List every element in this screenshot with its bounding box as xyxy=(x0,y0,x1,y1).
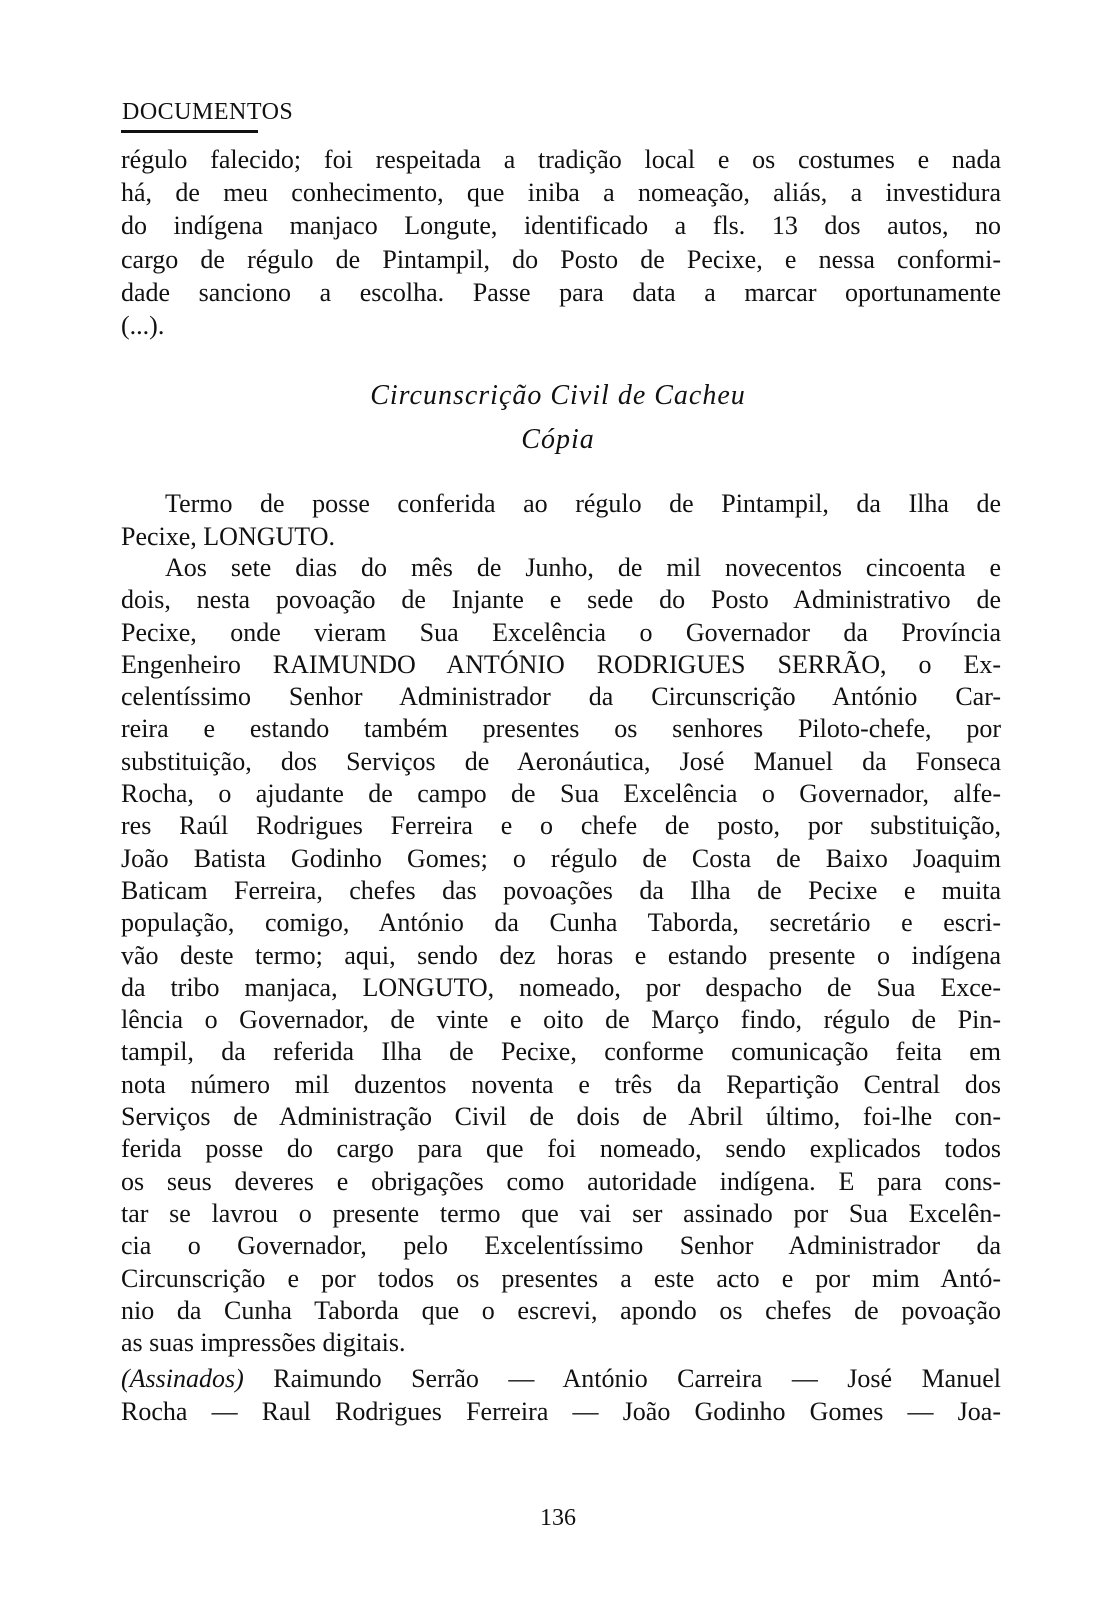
text-line: nota número mil duzentos noventa e três da Repartição Central dos xyxy=(121,1069,1001,1099)
text-line: celentíssimo Senhor Administrador da Circunscrição António Car- xyxy=(121,682,1001,712)
main-paragraph xyxy=(121,552,1001,1359)
text-line: régulo falecido; foi respeitada a tradição local e os costumes e nada xyxy=(121,145,1001,174)
text-line: dade sanciono a escolha. Passe para data a marcar oportunamente xyxy=(121,277,1001,307)
text-line: Serviços de Administração Civil de dois de Abril último, foi-lhe con- xyxy=(121,1102,1001,1132)
section-header: DOCUMENTOS xyxy=(122,99,294,125)
header-underline xyxy=(121,130,258,133)
text-line: João Batista Godinho Gomes; o régulo de Costa de Baixo Joaquim xyxy=(121,843,1001,873)
text-line: Circunscrição e por todos os presentes a este acto e por mim Antó- xyxy=(121,1263,1001,1293)
text-line: Termo de posse conferida ao régulo de Pintampil, da Ilha de xyxy=(165,489,1001,518)
text-line: ferida posse do cargo para que foi nomeado, sendo explicados todos xyxy=(121,1134,1001,1164)
text-line: Engenheiro RAIMUNDO ANTÓNIO RODRIGUES SERRÃO, o Ex- xyxy=(121,649,1001,679)
text-line: os seus deveres e obrigações como autoridade indígena. E para cons- xyxy=(121,1166,1001,1196)
signature-line: Rocha — Raul Rodrigues Ferreira — João Godinho Gomes — Joa- xyxy=(121,1397,1001,1427)
signature-line xyxy=(121,1362,1001,1395)
page-number: 136 xyxy=(540,1505,576,1531)
signature-names: Raimundo Serrão — António Carreira — José Manuel xyxy=(243,1364,1001,1393)
text-line: há, de meu conhecimento, que iniba a nomeação, aliás, a investidura xyxy=(121,178,1001,208)
text-line: vão deste termo; aqui, sendo dez horas e estando presente o indígena xyxy=(121,940,1001,970)
text-line: tampil, da referida Ilha de Pecixe, conforme comunicação feita em xyxy=(121,1037,1001,1067)
text-line: (...). xyxy=(121,310,165,340)
text-line: cargo de régulo de Pintampil, do Posto de Pecixe, e nessa conformi- xyxy=(121,244,1001,274)
term-title xyxy=(121,487,1001,553)
text-line: tar se lavrou o presente termo que vai ser assinado por Sua Excelên- xyxy=(121,1198,1001,1228)
text-line: nio da Cunha Taborda que o escrevi, apondo os chefes de povoação xyxy=(121,1295,1001,1325)
signatures xyxy=(121,1362,1001,1428)
intro-paragraph xyxy=(121,143,1001,342)
text-line: população, comigo, António da Cunha Taborda, secretário e escri- xyxy=(121,908,1001,938)
signed-label: (Assinados) xyxy=(121,1364,244,1393)
text-line: res Raúl Rodrigues Ferreira e o chefe de posto, por substituição, xyxy=(121,811,1001,841)
text-line: as suas impressões digitais. xyxy=(121,1328,406,1358)
text-line: cia o Governador, pelo Excelentíssimo Senhor Administrador da xyxy=(121,1231,1001,1261)
text-line: da tribo manjaca, LONGUTO, nomeado, por despacho de Sua Exce- xyxy=(121,972,1001,1002)
document-heading-subtitle: Cópia xyxy=(521,424,595,455)
text-line: lência o Governador, de vinte e oito de Março findo, régulo de Pin- xyxy=(121,1005,1001,1035)
text-line: Pecixe, onde vieram Sua Excelência o Governador da Província xyxy=(121,617,1001,647)
text-line: Aos sete dias do mês de Junho, de mil novecentos cincoenta e xyxy=(165,553,1001,582)
text-line: reira e estando também presentes os senhores Piloto-chefe, por xyxy=(121,714,1001,744)
text-line: do indígena manjaco Longute, identificado a fls. 13 dos autos, no xyxy=(121,211,1001,241)
text-line: Rocha, o ajudante de campo de Sua Excelência o Governador, alfe- xyxy=(121,779,1001,809)
text-line: Pecixe, LONGUTO. xyxy=(121,522,335,552)
text-line: substituição, dos Serviços de Aeronáutica, José Manuel da Fonseca xyxy=(121,746,1001,776)
document-heading-title: Circunscrição Civil de Cacheu xyxy=(370,380,746,411)
text-line: dois, nesta povoação de Injante e sede do Posto Administrativo de xyxy=(121,585,1001,615)
text-line: Baticam Ferreira, chefes das povoações da Ilha de Pecixe e muita xyxy=(121,875,1001,905)
